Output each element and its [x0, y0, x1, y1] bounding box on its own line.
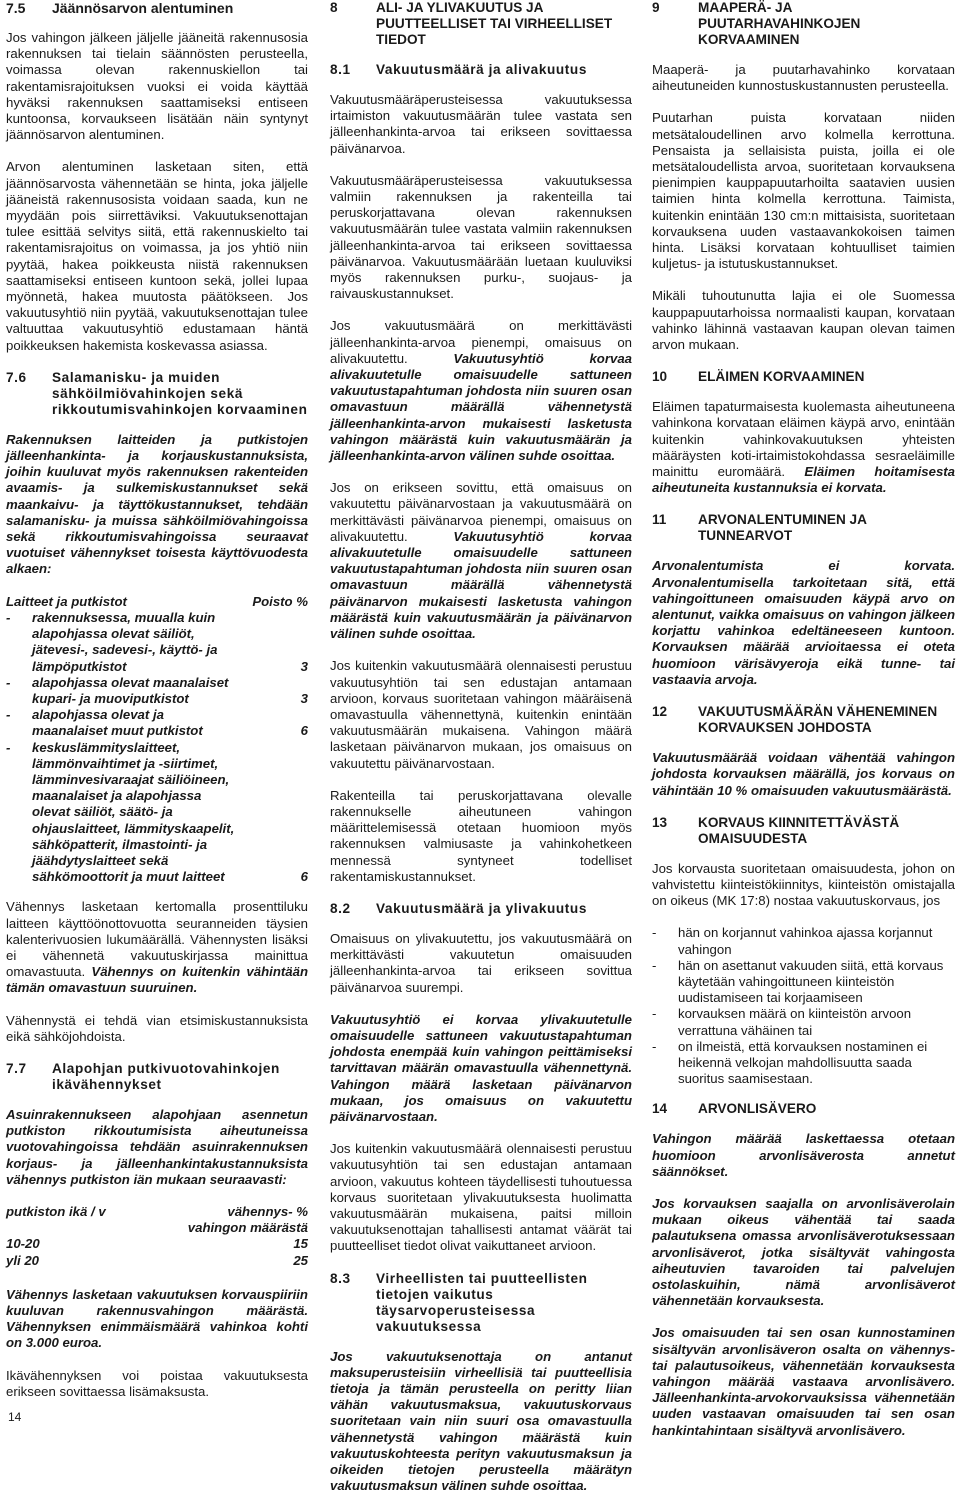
row-percent: 3	[300, 658, 308, 674]
depreciation-table	[6, 594, 308, 886]
age-deduction-table	[6, 1204, 308, 1269]
paragraph: Jos korvausta suoritetaan omaisuudesta, johon on vahvistettu kiinteistökiinnitys, kiinteistön omistajalla on oikeus (MK 17:8) nostaa vakuutuskorvaus, jos	[652, 860, 955, 909]
list-item-text: hän on asettanut vakuuden siitä, että korvaus käytetään vahingoittuneen kiinteistön uudistamiseen tai korjaamiseen	[678, 957, 944, 1006]
section-heading-8-2	[330, 901, 632, 917]
section-number: 7.5	[6, 0, 26, 16]
paragraph-emphasis: Jos vakuutuksenottaja on antanut maksuperusteisiin virheellisiä tai puutteellisia tietoja ja tämän perusteella on peritty liian vähän vakuutusmaksua, vakuutuskorvaus suoritetaan vain niin suuri osa omavastuulla vähennetystä vahingon määrästä kuin vakuutuskohteesta perityn vakuutusmaksun ja oikeiden tietojen perusteella määrätyn vakuutusmaksun välinen suhde osoittaa.	[330, 1348, 632, 1494]
table-header-left: putkiston ikä / v	[6, 1203, 106, 1219]
paragraph-emphasis: Rakennuksen laitteiden ja putkistojen jälleenhankinta- ja korjauskustannuksista, joihin kuuluvat myös rakennuksen rakenteiden avaamis- ja sulkemiskustannukset sekä maankaivu- ja täyttökustannukset, tehdään salamanisku- ja muissa sähköilmiövahingoissa sekä rikkoutumisvahingoissa seuraavat vuotuiset vähennykset toisesta käyttövuodesta alkaen:	[6, 431, 308, 577]
section-heading-8-3	[330, 1271, 632, 1335]
paragraph: Maaperä- ja puutarhavahinko korvataan aiheutuneiden kunnostuskustannusten perusteella.	[652, 62, 955, 94]
row-text: keskuslämmityslaitteet, lämmönvaihtimet ja -siirtimet, lämminvesivaraajat säiliöineen, maanalaiset ja alapohjassa olevat säiliöt, säätö- ja ohjauslaitteet, lämmityskaapelit, sähköpatterit, ilmastointi- ja jäähdytyslaitteet sekä sähkömoottorit ja muut laitteet	[32, 739, 235, 885]
section-title: Alapohjan putkivuotovahinkojen ikävähennykset	[52, 1060, 280, 1092]
paragraph	[6, 899, 308, 996]
table-header-row	[6, 594, 308, 610]
section-title: KORVAUS KIINNITETTÄVÄSTÄ OMAISUUDESTA	[698, 814, 900, 846]
section-number: 11	[652, 512, 667, 528]
list-dash: -	[652, 1038, 657, 1054]
list-item-text: hän on korjannut vahinkoa ajassa korjannut vahingon	[678, 925, 933, 957]
section-number: 8.1	[330, 62, 351, 77]
paragraph: Rakenteilla tai peruskorjattavana olevalle rakennukselle aiheutuneen vahingon määrittelemisessä otetaan huomioon myös rakennuksen valmiusaste ja vahinkohetkeen mennessä syntyneet todelliset rakentamiskustannukset.	[330, 787, 632, 884]
section-title: Vakuutusmäärä ja alivakuutus	[376, 62, 587, 77]
row-age: 10-20	[6, 1236, 40, 1252]
paragraph: Omaisuus on ylivakuutettu, jos vakuutusmäärä on merkittävästi vakuutetun omaisuuden jälleenhankinta-arvoa tai erikseen sovittua päivänarvoa suurempi.	[330, 930, 632, 995]
section-number: 13	[652, 814, 668, 830]
paragraph: Jos kuitenkin vakuutusmäärä olennaisesti perustuu vakuutusyhtiön tai sen edustajan antamaan arvioon, vakuutus kohteen täydellisesti tuhoutuessa korvaus suoritetaan ylivakuutuksesta huolimatta vakuutusmäärän mukaisena, paitsi milloin vakuutuksenottajan tahallisesti antamat väärät tai puutteelliset tiedot olivat vaikuttaneet arvioon.	[330, 1141, 632, 1254]
section-number: 8.2	[330, 900, 351, 916]
section-number: 8.3	[330, 1270, 351, 1286]
paragraph-text: Eläimen tapaturmaisesta kuolemasta aiheutuneena vahinkona korvataan eläimen käypä arvo, enintään kuitenkin vahinkovakuutuksen yhteisten määräysten koti-irtaimistokohdassa sesraeläimille mainittu euromäärä.	[652, 399, 955, 480]
table-header-left: Laitteet ja putkistot	[6, 593, 127, 609]
paragraph: Vähennystä ei tehdä vian etsimiskustannuksista eikä sähköjohdoista.	[6, 1012, 308, 1044]
paragraph	[652, 399, 955, 496]
table-row	[6, 675, 308, 707]
paragraph-text: Jos on erikseen sovittu, että omaisuus on vakuutettu päivänarvostaan ja vakuutusmäärä on merkittävästi päivänarvoa pienempi, omaisuus on alivakuutettu.	[330, 480, 632, 544]
paragraph	[330, 318, 632, 464]
section-number: 7.7	[6, 1060, 27, 1076]
header-line-2: vahingon määrästä	[187, 1220, 308, 1236]
paragraph-emphasis: Vakuutusyhtiö korvaa alivakuutetulle omaisuudelle sattuneen vakuutustapahtuman johdosta niin suuren osan omavastuun määrällä vähennetystä päivänarvon mukaisesti lasketusta vahingon määrästä kuin vakuutusmäärän ja päivänarvon välinen suhde osoittaa.	[330, 528, 632, 642]
section-heading-12	[652, 704, 955, 736]
list-item	[652, 1039, 955, 1088]
paragraph-emphasis: Vakuutusyhtiö ei korvaa ylivakuutetulle omaisuudelle sattuneen vakuutustapahtuman johdosta enempää kuin vahingon peittämiseksi tarvittavan määrän omavastuulla vähennettynä. Vahingon määrä lasketaan päivänarvon mukaan, jos omaisuus on vakuutettu päivänarvostaan.	[330, 1011, 632, 1124]
header-line-1: vähennys- %	[227, 1203, 308, 1219]
list-item	[652, 925, 955, 957]
row-percent: 3	[300, 690, 308, 706]
paragraph-emphasis: Vakuutusmäärää voidaan vähentää vahingon johdosta korvauksen määrällä, jos korvaus on vähintään 10 % omaisuuden vakuutusmäärästä.	[652, 750, 955, 798]
row-dash: -	[6, 707, 11, 723]
section-heading-7-7	[6, 1061, 308, 1093]
paragraph-text: Vähennys lasketaan kertomalla prosenttiluku laitteen käyttöönottovuotta seuranneiden täysien kalenterivuosien lukumäärällä. Vähennysten lisäksi ei vähennetä vakuutuskirjassa mainittua omavastuuta.	[6, 899, 308, 980]
paragraph-emphasis: Jos omaisuuden tai sen osan kunnostaminen sisältyvän arvonlisäveron osalta on vähennys- tai palautusoikeus, vähennetään korvauksesta vahingon määrää vastaava arvonlisävero. Jälleenhankinta-arvokorvauksissa vähennetään uuden vastaavan omaisuuden tai sen osan hankintahintaan sisältyvä arvonlisävero.	[652, 1325, 955, 1438]
column-middle	[330, 0, 632, 1510]
row-dash: -	[6, 674, 11, 690]
paragraph: Jos kuitenkin vakuutusmäärä olennaisesti perustuu vakuutusyhtiön tai sen edustajan antamaan arvioon, korvaus suoritetaan vahingon määräisenä omavastuulla vähennettynä, kuitenkin enintään vakuutusmäärän mukaisena. Vahingon määrä lasketaan päivänarvon mukaan, jos omaisuus on vakuutettu päivänarvostaan.	[330, 658, 632, 771]
section-heading-7-6	[6, 370, 308, 418]
row-dash: -	[6, 739, 11, 755]
table-row	[6, 1253, 308, 1269]
paragraph: Jos vahingon jälkeen jäljelle jääneitä rakennusosia rakennuksen tai tielain säännösten perusteella, voimassa olevan rakennuskiellon tai rakentamisrajoituksen vuoksi ei voida käyttää hyväksi rakennuksen saattamiseksi entiseen kuntoonsa, korvaukseen lisätään näin syntynyt jäännösarvon alentuminen.	[6, 30, 308, 143]
list-dash: -	[652, 1006, 657, 1022]
section-title: Jäännösarvon alentuminen	[52, 0, 234, 16]
paragraph: Puutarhan puista korvataan niiden metsätaloudellinen arvo kolmella kerrottuna. Pensaista ja sellaisista puista, joilla ei ole metsätaloudellista arvoa, suoritetaan korvauksena pienimpien kauppapuutarhoilta saatavien uusien taimien hinta kolmella kerrottuna. Taimista, kuitenkin enintään 130 cm:n mittaisista, suoritetaan korvauksena uuden vastaavankokoisen taimen hinta. Lisäksi korvataan kohtuulliset taimien kuljetus- ja istutuskustannukset.	[652, 110, 955, 272]
row-text: alapohjassa olevat maanalaiset kupari- ja muoviputkistot	[32, 674, 229, 706]
section-heading-7-5	[6, 0, 308, 16]
list-item	[652, 958, 955, 1007]
list-dash: -	[652, 925, 657, 941]
section-heading-14	[652, 1101, 955, 1117]
table-header-right	[143, 1204, 308, 1236]
section-title: Vakuutusmäärä ja ylivakuutus	[376, 900, 587, 916]
section-heading-9	[652, 0, 955, 48]
table-row	[6, 610, 308, 675]
section-number: 9	[652, 0, 660, 15]
section-number: 8	[330, 0, 338, 15]
paragraph-emphasis: Vähennys lasketaan vakuutuksen korvauspiiriin kuuluvan rakennusvahingon määrästä. Vähennyksen enimmäismäärä vahinkoa kohti on 3.000 euroa.	[6, 1286, 308, 1351]
paragraph-emphasis: Vähennys on kuitenkin vähintään tämän omavastuun suuruinen.	[6, 964, 308, 996]
row-percent: 6	[300, 869, 308, 885]
section-number: 14	[652, 1101, 668, 1117]
section-title: VAKUUTUSMÄÄRÄN VÄHENEMINEN KORVAUKSEN JOHDOSTA	[698, 704, 938, 736]
row-percent: 15	[293, 1236, 308, 1252]
section-heading-8-1	[330, 62, 632, 78]
section-heading-10	[652, 369, 955, 385]
section-title: Virheellisten tai puutteellisten tietojen vaikutus täysarvoperusteisessa vakuutuksessa	[376, 1270, 588, 1334]
section-heading-11	[652, 512, 955, 544]
row-percent: 25	[293, 1252, 308, 1268]
paragraph: Vakuutusmääräperusteisessa vakuutuksessa irtaimiston vakuutusmäärän tulee vastata sen jälleenhankinta-arvoa tai erikseen sovittaessa päivänarvoa.	[330, 92, 632, 156]
paragraph-emphasis: Vahingon määrää laskettaessa otetaan huomioon arvonlisäverosta annetut säännökset.	[652, 1131, 955, 1179]
column-right	[652, 0, 955, 1455]
section-title: ARVONALENTUMINEN JA TUNNEARVOT	[698, 512, 867, 544]
page-number: 14	[8, 1410, 22, 1424]
table-row	[6, 1236, 308, 1252]
section-number: 10	[652, 369, 668, 385]
section-title: Salamanisku- ja muiden sähköilmiövahinkojen sekä rikkoutumisvahinkojen korvaaminen	[52, 369, 308, 417]
table-header-right: Poisto %	[252, 593, 308, 609]
section-title: ALI- JA YLIVAKUUTUS JA PUUTTEELLISET TAI VIRHEELLISET TIEDOT	[376, 0, 613, 47]
paragraph-emphasis: Eläimen hoitamisesta aiheutuneita kustannuksia ei korvata.	[652, 464, 956, 496]
paragraph: Ikävähennyksen voi poistaa vakuutuksesta erikseen sovittaessa lisämaksusta.	[6, 1367, 308, 1399]
row-age: yli 20	[6, 1252, 39, 1268]
section-heading-8	[330, 0, 632, 48]
list-item-text: on ilmeistä, että korvauksen nostaminen ei heikennä velkojan mahdollisuutta saada suoritus saamisestaan.	[678, 1038, 928, 1087]
table-row	[6, 740, 308, 886]
row-percent: 6	[300, 723, 308, 739]
list-dash: -	[652, 957, 657, 973]
list-item	[652, 1006, 955, 1038]
paragraph-emphasis: Arvonalentumista ei korvata. Arvonalentumisella tarkoitetaan sitä, että vahingoittuneen omaisuuden käypä arvo on alentunut, vaikka omaisuus on vahingon jälkeen korjattu vahinkoa edeltäneeseen kuntoon. Korvauksen määrää arvioitaessa ei oteta huomioon värisävyeroja eikä tunne- tai vastaavia arvoja.	[652, 558, 955, 687]
paragraph-text: Jos vakuutusmäärä on merkittävästi jälleenhankinta-arvoa pienempi, omaisuus on alivakuutettu.	[330, 318, 632, 366]
column-left	[6, 0, 308, 1416]
paragraph: Mikäli tuhoutunutta lajia ei ole Suomessa kauppapuutarhoissa normaalisti kaupan, korvataan vahinko lähinnä vastaavan kaupan olevan taimen arvon mukaan.	[652, 288, 955, 353]
list-item-text: korvauksen määrä on kiinteistön arvoon verrattuna vähäinen tai	[678, 1006, 912, 1038]
section-number: 12	[652, 704, 668, 720]
paragraph-emphasis: Jos korvauksen saajalla on arvonlisäverolain mukaan oikeus vähentää tai saada palautuksena omassa arvonlisäverotuksessaan arvonlisäverot, jotka sisältyvät vahingosta aiheutuvien tavaroiden tai palvelujen ostolaskuihin, nämä arvonlisäverot vähennetään korvauksesta.	[652, 1195, 955, 1309]
row-dash: -	[6, 609, 11, 625]
paragraph: Vakuutusmääräperusteisessa vakuutuksessa valmiin rakennuksen ja rakenteilla tai peruskorjattavana olevan rakennuksen vakuutusmäärän tulee vastata valmiin rakennuksen jälleenhankinta-arvoa tai erikseen sovittaessa päivänarvoa. Vakuutusmäärään luetaan kuuluviksi myös rakennuksen purku-, suojaus- ja raivauskustannukset.	[330, 172, 632, 302]
paragraph-emphasis: Asuinrakennukseen alapohjaan asennetun putkiston rikkoutumisista aiheutuneissa vuotovahingoissa tehdään asuinrakennuksen korjaus- ja jälleenhankintakustannuksista vähennys putkiston iän mukaan seuraavasti:	[6, 1106, 308, 1187]
paragraph-emphasis: Vakuutusyhtiö korvaa alivakuutetulle omaisuudelle sattuneen vakuutustapahtuman johdosta niin suuren osan omavastuun määrällä vähennetystä jälleenhankinta-arvon mukaisesti lasketusta vahingon määrästä kuin vakuutusmäärän ja jälleenhankinta-arvon välinen suhde osoittaa.	[330, 350, 632, 464]
paragraph: Arvon alentuminen lasketaan siten, että jäännösarvosta vähennetään se hinta, joka jäljelle jääneistä rakennusosista voidaan saada, kun ne myydään pois siirrettäviksi. Vakuutuksenottajan tulee esittää selvitys siitä, että rakennuskielto tai rakentamisrajoitus on voimassa, ja jos yhtiö niin pyytää, hakea poikkeusta niistä rakennuksen saattamiseksi entiseen kuntoon sekä, jollei lupaa myönnetä, hakea muutosta päätökseen. Jos vakuutusyhtiö niin pyytää, vakuutuksenottajan tulee valtuuttaa vakuutusyhtiö edustamaan häntä poikkeuksen hakemista koskevassa asiassa.	[6, 159, 308, 353]
conditions-list	[652, 925, 955, 1087]
section-title: ELÄIMEN KORVAAMINEN	[698, 369, 865, 385]
section-heading-13	[652, 815, 955, 847]
section-number: 7.6	[6, 369, 27, 385]
table-row	[6, 707, 308, 739]
paragraph	[330, 480, 632, 642]
section-title: ARVONLISÄVERO	[698, 1101, 817, 1117]
section-title: MAAPERÄ- JA PUUTARHAVAHINKOJEN KORVAAMINEN	[698, 0, 861, 47]
table-header-row	[6, 1204, 308, 1236]
row-text: rakennuksessa, muualla kuin alapohjassa olevat säiliöt, jätevesi-, sadevesi-, käyttö- ja lämpöputkistot	[32, 609, 218, 674]
row-text: alapohjassa olevat ja maanalaiset muut putkistot	[32, 707, 203, 739]
